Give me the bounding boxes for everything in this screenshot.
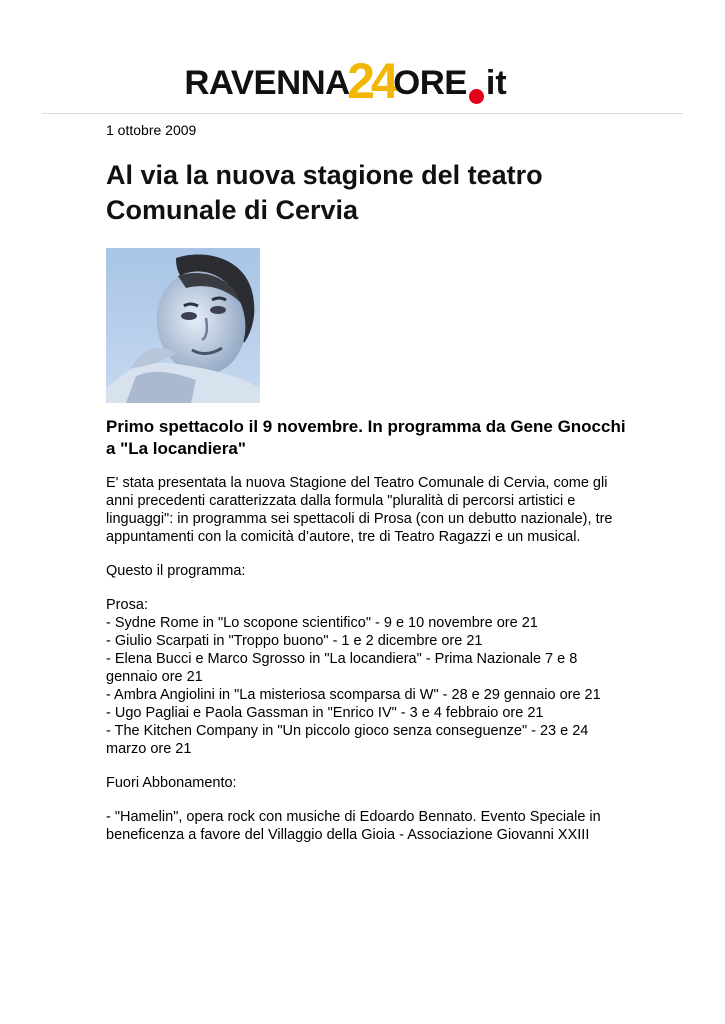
article-body [106,474,626,860]
article-date: 1 ottobre 2009 [106,122,197,138]
list-item: - Ugo Pagliai e Paola Gassman in "Enrico IV" - 3 e 4 febbraio ore 21 [106,705,544,721]
logo-text-ravenna: RAVENNA [184,64,350,102]
logo-text-ore: ORE [393,64,467,102]
article-photo [106,248,260,403]
prosa-section [106,596,626,758]
list-item: - Sydne Rome in "Lo scopone scientifico" - 9 e 10 novembre ore 21 [106,615,538,631]
program-intro: Questo il programma: [106,563,246,579]
logo-text-24: 24 [347,53,395,109]
logo-text-it: it [485,64,507,102]
prosa-heading: Prosa: [106,597,148,613]
list-item: - Ambra Angiolini in "La misteriosa scomparsa di W" - 28 e 29 gennaio ore 21 [106,687,601,703]
article-subtitle: Primo spettacolo il 9 novembre. In programma da Gene Gnocchi a "La locandiera" [106,417,626,458]
site-logo[interactable] [184,40,507,109]
article-title: Al via la nuova stagione del teatro Comunale di Cervia [106,160,543,225]
list-item: - Giulio Scarpati in "Troppo buono" - 1 e 2 dicembre ore 21 [106,633,483,649]
list-item: - Elena Bucci e Marco Sgrosso in "La locandiera" - Prima Nazionale 7 e 8 gennaio ore 21 [106,651,578,685]
fuori-text: - "Hamelin", opera rock con musiche di Edoardo Bennato. Evento Speciale in beneficenza a favore del Villaggio della Gioia - Associazione Giovanni XXIII [106,809,601,843]
header-divider [42,113,683,114]
header [0,0,725,113]
list-item: - The Kitchen Company in "Un piccolo gioco senza conseguenze" - 23 e 24 marzo ore 21 [106,723,589,757]
article-intro: E' stata presentata la nuova Stagione del Teatro Comunale di Cervia, come gli anni precedenti caratterizzata dalla formula "pluralità di percorsi artistici e linguaggi": in programma sei spettacoli di Prosa (con un debutto nazionale), tre appuntamenti con la comicità d’autore, tre di Teatro Ragazzi e un musical. [106,475,613,545]
logo-red-dot-icon [469,89,484,104]
fuori-heading: Fuori Abbonamento: [106,775,237,791]
